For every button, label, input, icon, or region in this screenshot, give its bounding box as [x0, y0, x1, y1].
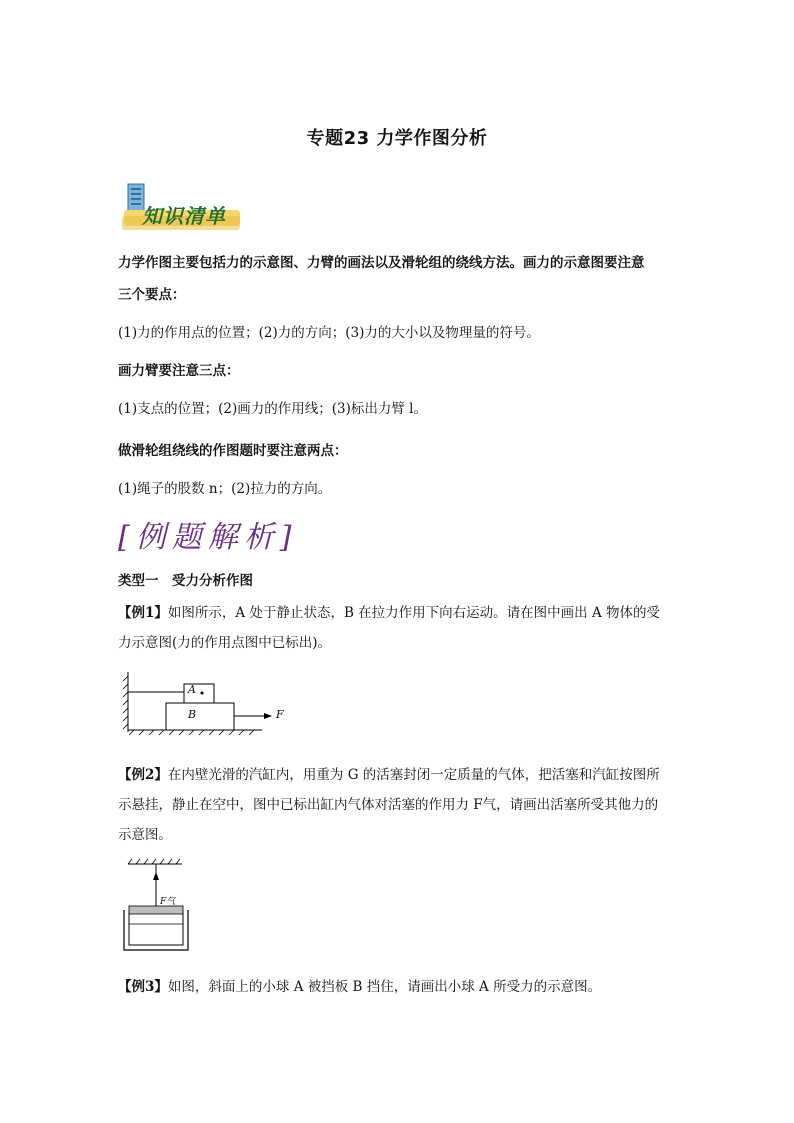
intro-paragraph-5: 做滑轮组绕线的作图题时要注意两点：	[118, 443, 348, 459]
intro-paragraph-3: 画力臂要注意三点：	[118, 363, 240, 379]
intro-paragraph-4: (1)支点的位置；(2)画力的作用线；(3)标出力臂 l。	[118, 401, 427, 417]
ex2-line1	[118, 760, 678, 790]
ex2-text1: 在内壁光滑的汽缸内，用重为 G 的活塞封闭一定质量的气体，把活塞和汽缸按图所	[167, 767, 660, 783]
ex3-label: 【例3】	[118, 979, 168, 995]
ex1-label: 【例1】	[118, 605, 168, 621]
page-title: 专题23 力学作图分析	[306, 128, 488, 149]
ex2-figure	[120, 858, 200, 954]
ex1-line2: 力示意图(力的作用点图中已标出)。	[118, 635, 332, 651]
intro-paragraph-1: 力学作图主要包括力的示意图、力臂的画法以及滑轮组的绕线方法。画力的示意图要注意	[118, 255, 645, 271]
ex1-figure	[122, 668, 302, 740]
ex1-label-b: B	[188, 708, 197, 721]
knowledge-list-badge	[122, 182, 244, 232]
ex3-text1: 如图，斜面上的小球 A 被挡板 B 挡住，请画出小球 A 所受力的示意图。	[167, 979, 602, 995]
intro-paragraph-1b: 三个要点：	[118, 287, 186, 303]
ex1-line1	[118, 598, 678, 628]
ex2-line2: 示悬挂，静止在空中，图中已标出缸内气体对活塞的作用力 F气，请画出活塞所受其他力的	[118, 797, 659, 813]
type1-heading: 类型一 受力分析作图	[118, 573, 253, 589]
ex2-line3: 示意图。	[118, 827, 172, 843]
ex2-label-f: F气	[160, 897, 176, 907]
badge-text: 知识清单	[142, 204, 226, 228]
intro-paragraph-6: (1)绳子的股数 n；(2)拉力的方向。	[118, 481, 332, 497]
intro-paragraph-2: (1)力的作用点的位置；(2)力的方向；(3)力的大小以及物理量的符号。	[118, 325, 540, 341]
ex1-label-f: F	[276, 708, 284, 721]
ex1-text1: 如图所示，A 处于静止状态，B 在拉力作用下向右运动。请在图中画出 A 物体的受	[167, 605, 660, 621]
ex3-line1	[118, 972, 678, 1002]
ex2-label: 【例2】	[118, 767, 168, 783]
ex1-label-a: A	[188, 683, 196, 696]
examples-heading: [例题解析]	[118, 520, 298, 555]
